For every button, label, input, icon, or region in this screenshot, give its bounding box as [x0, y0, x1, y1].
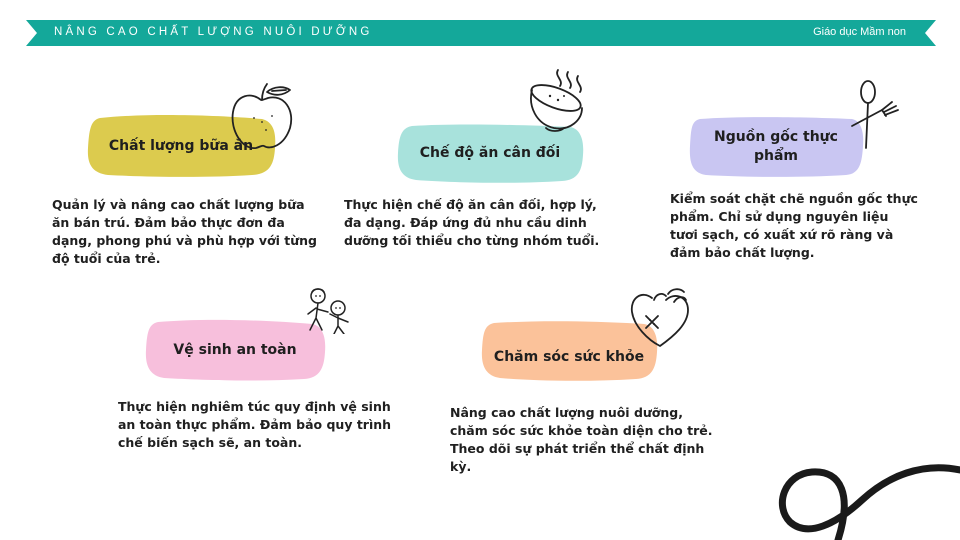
- heart-bandage-icon: [628, 286, 694, 350]
- balanced-diet-description: Thực hiện chế độ ăn cân đối, hợp lý, đa dạng. Đáp ứng đủ nhu cầu dinh dưỡng tối thiểu cho từng nhóm tuổi.: [344, 197, 600, 248]
- food-origin-title: Nguồn gốc thực phẩm: [714, 129, 838, 164]
- meal-quality-description: Quản lý và nâng cao chất lượng bữa ăn bán trú. Đảm bảo thực đơn đa dạng, phong phú và phù hợp với từng độ tuổi của trẻ.: [52, 197, 317, 266]
- health-care-title: Chăm sóc sức khỏe: [493, 348, 645, 365]
- balanced-diet-title: Chế độ ăn cân đối: [419, 144, 561, 161]
- meal-quality-title: Chất lượng bữa ăn: [108, 137, 254, 154]
- health-care-description: Nâng cao chất lượng nuôi dưỡng, chăm sóc sức khỏe toàn diện cho trẻ. Theo dõi sự phát triển thể chất định kỳ.: [450, 405, 713, 474]
- section-label: Giáo dục Mầm non: [813, 26, 906, 38]
- food-origin-description: Kiểm soát chặt chẽ nguồn gốc thực phẩm. Chỉ sử dụng nguyên liệu tươi sạch, có xuất xứ rõ ràng và đảm bảo chất lượng.: [670, 191, 918, 260]
- children-icon: [294, 284, 360, 334]
- decorative-swirl: [772, 436, 960, 540]
- soup-bowl-icon: [526, 68, 590, 134]
- apple-icon: [228, 82, 298, 154]
- spoon-fork-icon: [848, 80, 904, 150]
- page-title: NÂNG CAO CHẤT LƯỢNG NUÔI DƯỠNG: [54, 26, 373, 38]
- hygiene-safety-title: Vệ sinh an toàn: [173, 341, 297, 358]
- header-banner: [26, 20, 936, 46]
- hygiene-safety-description: Thực hiện nghiêm túc quy định vệ sinh an toàn thực phẩm. Đảm bảo quy trình chế biến sạch sẽ, an toàn.: [118, 399, 392, 450]
